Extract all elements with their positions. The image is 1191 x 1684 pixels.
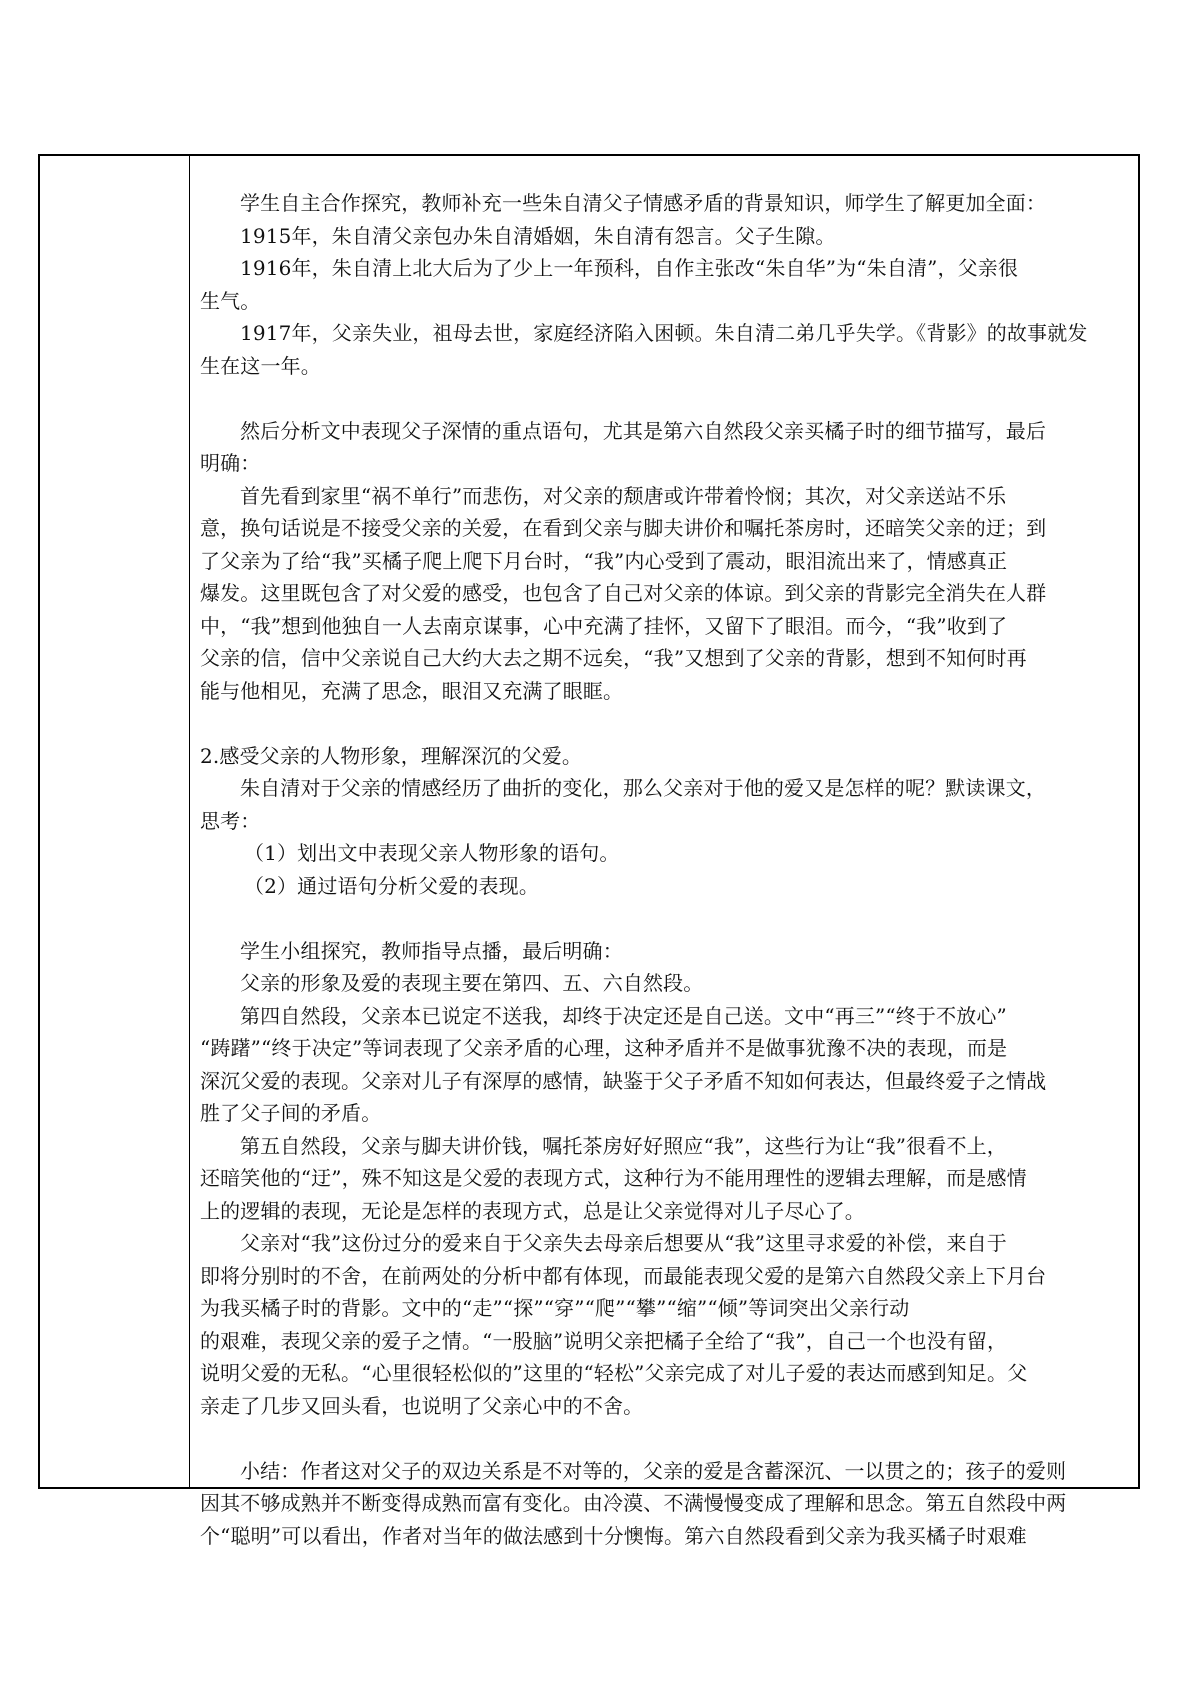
text-line: 胜了父子间的矛盾。 <box>200 1101 382 1125</box>
text-line: 即将分别时的不舍，在前两处的分析中都有体现，而最能表现父爱的是第六自然段父亲上下月台 <box>200 1263 1047 1288</box>
text-line: 能与他相见，充满了思念，眼泪又充满了眼眶。 <box>200 678 624 703</box>
text-line: 因其不够成熟并不断变得成熟而富有变化。由冷漠、不满慢慢变成了理解和思念。第五自然段中两 <box>200 1491 1067 1515</box>
text-line: 个“聪明”可以看出，作者对当年的做法感到十分懊悔。第六自然段看到父亲为我买橘子时艰难 <box>200 1523 1027 1548</box>
text-line: 朱自清对于父亲的情感经历了曲折的变化，那么父亲对于他的爱又是怎样的呢？默读课文， <box>240 776 1046 800</box>
text-line: 中，“我”想到他独自一人去南京谋事，心中充满了挂怀，又留下了眼泪。而今，“我”收到了 <box>200 613 1008 638</box>
text-line: 学生小组探究，教师指导点播，最后明确： <box>240 938 623 963</box>
text-line: “踌躇”“终于决定”等词表现了父亲矛盾的心理，这种矛盾并不是做事犹豫不决的表现，而是 <box>200 1036 1008 1060</box>
text-line: 生气。 <box>200 288 261 313</box>
text-line: 上的逻辑的表现，无论是怎样的表现方式，总是让父亲觉得对儿子尽心了。 <box>200 1198 865 1223</box>
text-line: 1917年，父亲失业，祖母去世，家庭经济陷入困顿。朱自清二弟几乎失学。《背影》的故事就发 <box>240 321 1088 345</box>
text-line: 思考： <box>200 808 261 833</box>
text-line: 深沉父爱的表现。父亲对儿子有深厚的感情，缺鉴于父子矛盾不知如何表达，但最终爱子之情战 <box>200 1068 1047 1093</box>
text-line: 意，换句话说是不接受父亲的关爱，在看到父亲与脚夫讲价和嘱托茶房时，还暗笑父亲的迂；到 <box>200 516 1047 540</box>
blank-line <box>200 382 1118 415</box>
text-line: 1915年，朱自清父亲包办朱自清婚姻，朱自清有怨言。父子生隙。 <box>240 223 836 248</box>
blank-line <box>200 1422 1118 1455</box>
left-column-cell <box>40 156 190 1487</box>
text-line: 说明父爱的无私。“心里很轻松似的”这里的“轻松”父亲完成了对儿子爱的表达而感到知足。父 <box>200 1361 1028 1385</box>
blank-line <box>200 707 1118 740</box>
text-line: 父亲的信，信中父亲说自己大约大去之期不远矣，“我”又想到了父亲的背影，想到不知何时再 <box>200 646 1027 670</box>
text-line: 为我买橘子时的背影。文中的“走”“探”“穿”“爬”“攀”“缩”“倾”等词突出父亲行动 <box>200 1296 910 1320</box>
text-line: 父亲对“我”这份过分的爱来自于父亲失去母亲后想要从“我”这里寻求爱的补偿，来自于 <box>240 1231 1007 1255</box>
text-line: 2.感受父亲的人物形象，理解深沉的父爱。 <box>200 743 583 768</box>
text-line: 生在这一年。 <box>200 353 321 378</box>
text-line: 第四自然段，父亲本已说定不送我，却终于决定还是自己送。文中“再三”“终于不放心” <box>240 1003 1007 1028</box>
text-line: 然后分析文中表现父子深情的重点语句，尤其是第六自然段父亲买橘子时的细节描写，最后 <box>240 418 1046 443</box>
text-line: 还暗笑他的“迂”，殊不知这是父爱的表现方式，这种行为不能用理性的逻辑去理解，而是感情 <box>200 1166 1027 1190</box>
text-line: （2）通过语句分析父爱的表现。 <box>244 873 539 898</box>
content-cell <box>190 156 1138 1548</box>
text-line: 亲走了几步又回头看，也说明了父亲心中的不舍。 <box>200 1393 644 1418</box>
text-line: 1916年，朱自清上北大后为了少上一年预科，自作主张改“朱自华”为“朱自清”，父亲很 <box>240 256 1019 280</box>
text-line: 学生自主合作探究，教师补充一些朱自清父子情感矛盾的背景知识，师学生了解更加全面： <box>240 191 1046 215</box>
text-line: 父亲的形象及爱的表现主要在第四、五、六自然段。 <box>240 971 704 995</box>
text-line: 明确： <box>200 451 261 475</box>
text-line: 的艰难，表现父亲的爱子之情。“一股脑”说明父亲把橘子全给了“我”，自己一个也没有留， <box>200 1328 1008 1353</box>
text-line: 了父亲为了给“我”买橘子爬上爬下月台时，“我”内心受到了震动，眼泪流出来了，情感真正 <box>200 548 1008 573</box>
text-line: 首先看到家里“祸不单行”而悲伤，对父亲的颓唐或许带着怜悯；其次，对父亲送站不乐 <box>240 483 1007 508</box>
text-line: 第五自然段，父亲与脚夫讲价钱，嘱托茶房好好照应“我”，这些行为让“我”很看不上， <box>240 1133 1007 1158</box>
text-line: 爆发。这里既包含了对父爱的感受，也包含了自己对父亲的体谅。到父亲的背影完全消失在人群 <box>200 581 1047 605</box>
text-line: （1）划出文中表现父亲人物形象的语句。 <box>244 841 620 865</box>
document-table <box>38 154 1140 1548</box>
text-line: 小结：作者这对父子的双边关系是不对等的，父亲的爱是含蓄深沉、一以贯之的；孩子的爱则 <box>240 1458 1067 1483</box>
blank-line <box>200 902 1118 935</box>
